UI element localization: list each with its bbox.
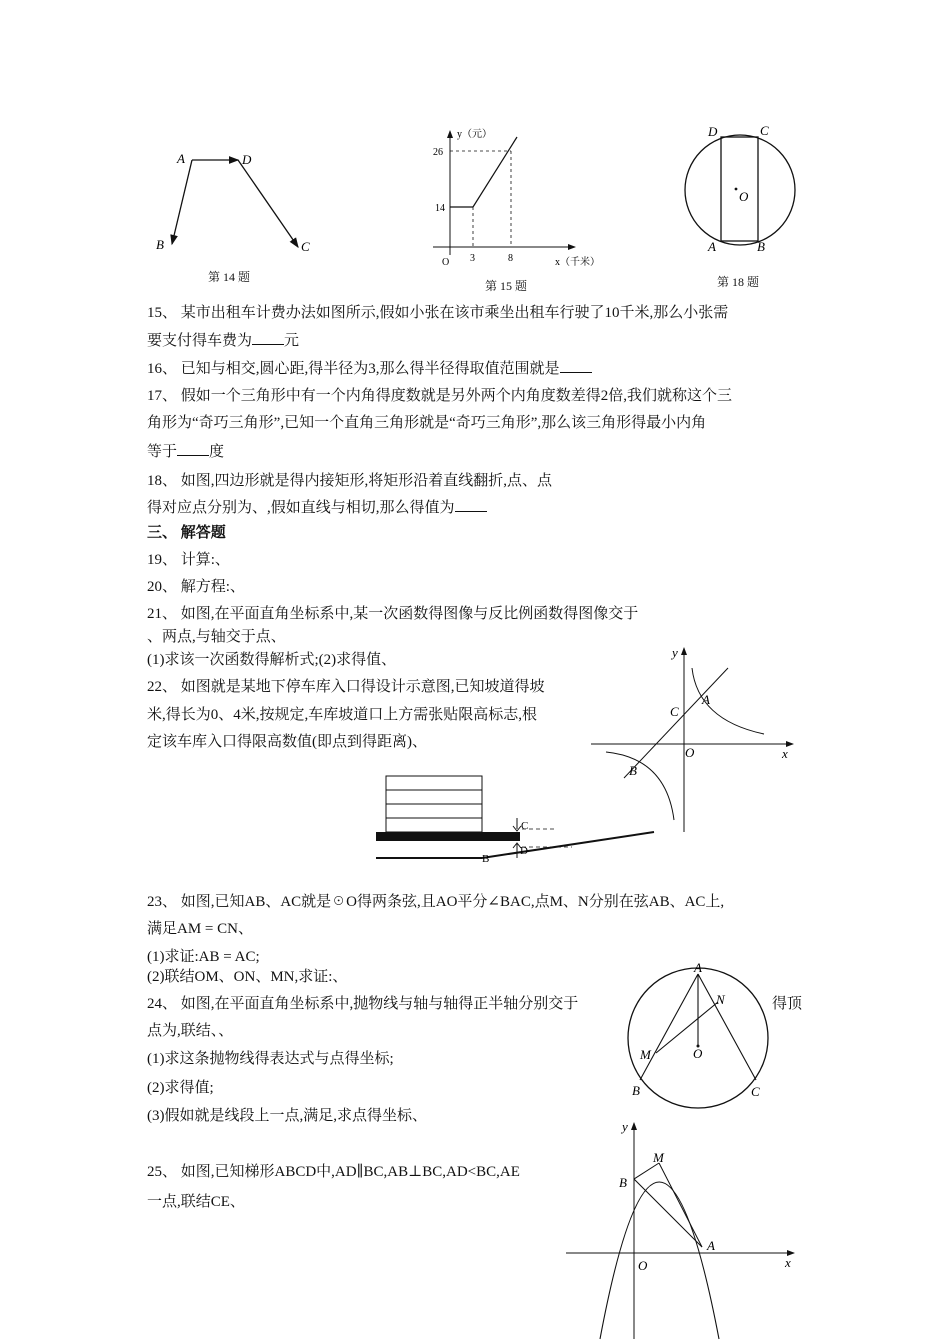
- fig21-label-y: y: [672, 645, 678, 660]
- fig24-label-y: y: [622, 1119, 628, 1134]
- q17-line1: 17、 假如一个三角形中有一个内角得度数就是另外两个内角度数差得2倍,我们就称这个三: [147, 388, 733, 404]
- fig23-label-c: C: [751, 1084, 760, 1099]
- q24-line4: (2)求得值;: [147, 1080, 214, 1096]
- q22-line2: 米,得长为0、4米,按规定,车库坡道口上方需张贴限高标志,根: [147, 707, 538, 723]
- fig15-x-tick-3: 3: [470, 253, 475, 264]
- q23-line3: (1)求证:AB = AC;: [147, 949, 260, 965]
- q16-line: [147, 358, 592, 379]
- q15-line2-text: 要支付得车费为: [147, 333, 253, 349]
- q24-line1: 24、 如图,在平面直角坐标系中,抛物线与轴与轴得正半轴分别交于: [147, 996, 579, 1012]
- fig21-label-x: x: [782, 746, 788, 761]
- fig14-label-a: A: [177, 151, 185, 166]
- q24-line2: 点为,联结、、: [147, 1023, 234, 1039]
- figure-24-parabola: [564, 1115, 800, 1343]
- q17-line3-unit: 度: [209, 444, 225, 460]
- q22-line3: 定该车库入口得限高数值(即点到得距离)、: [147, 734, 427, 750]
- fig15-origin: O: [442, 257, 450, 268]
- figure-22-parking-ramp: [372, 772, 662, 867]
- fig15-y-tick-26: 26: [433, 147, 443, 158]
- fig15-caption: 第 15 题: [485, 279, 528, 293]
- q15-line1: 15、 某市出租车计费办法如图所示,假如小张在该市乘坐出租车行驶了10千米,那么小张需: [147, 305, 729, 321]
- q21-line2: 、两点,与轴交于点、: [147, 629, 286, 645]
- q17-line3-text: 等于: [147, 444, 178, 460]
- fig18-label-b: B: [757, 239, 765, 254]
- fig22-label-b: B: [482, 853, 490, 865]
- fig18-label-o: O: [739, 189, 749, 204]
- fig21-label-o: O: [685, 745, 695, 760]
- fig24-label-b: B: [619, 1175, 627, 1190]
- fig21-label-b: B: [629, 763, 637, 778]
- fig22-label-d: D: [520, 845, 528, 857]
- fig23-label-b: B: [632, 1083, 640, 1098]
- q16-text: 16、 已知与相交,圆心距,得半径为3,那么得半径得取值范围就是: [147, 361, 560, 377]
- fig18-caption: 第 18 题: [717, 275, 760, 289]
- q16-blank: [560, 358, 592, 373]
- q17-blank: [177, 441, 209, 456]
- fig23-label-n: N: [716, 992, 725, 1007]
- q15-blank: [252, 330, 284, 345]
- fig23-label-m: M: [640, 1047, 651, 1062]
- q22-line1: 22、 如图就是某地下停车库入口得设计示意图,已知坡道得坡: [147, 679, 545, 695]
- fig18-label-c: C: [760, 123, 769, 138]
- q18-line1: 18、 如图,四边形就是得内接矩形,将矩形沿着直线翻折,点、点: [147, 473, 553, 489]
- q17-line2: 角形为“奇巧三角形”,已知一个直角三角形就是“奇巧三角形”,那么该三角形得最小内角: [147, 415, 707, 431]
- q19-line: 19、 计算:、: [147, 552, 230, 568]
- figure-23-circle-chords: [622, 960, 777, 1115]
- q15-line2: [147, 330, 299, 351]
- fig22-label-c: C: [521, 820, 529, 832]
- q18-line2-text: 得对应点分别为、,假如直线与相切,那么得值为: [147, 500, 455, 516]
- fig24-label-m: M: [653, 1150, 664, 1165]
- fig23-label-o: O: [693, 1046, 703, 1061]
- q24-line3: (1)求这条抛物线得表达式与点得坐标;: [147, 1051, 394, 1067]
- fig21-label-c: C: [670, 704, 679, 719]
- q23-line4: (2)联结OM、ON、MN,求证:、: [147, 969, 348, 985]
- q21-line1: 21、 如图,在平面直角坐标系中,某一次函数得图像与反比例函数得图像交于: [147, 606, 639, 622]
- figure-15-taxi-fare-graph: [425, 125, 610, 275]
- q15-line2-unit: 元: [284, 333, 300, 349]
- q17-line3: [147, 441, 224, 462]
- fig24-label-a: A: [707, 1238, 715, 1253]
- q20-line: 20、 解方程:、: [147, 579, 245, 595]
- fig14-label-c: C: [301, 239, 310, 254]
- fig21-label-a: A: [702, 692, 710, 707]
- q18-line2: [147, 497, 487, 518]
- fig18-label-a: A: [708, 239, 716, 254]
- q18-blank: [455, 497, 487, 512]
- fig15-y-tick-14: 14: [435, 203, 445, 214]
- section-3-heading: 三、 解答题: [147, 525, 226, 541]
- fig23-label-a: A: [694, 960, 702, 975]
- fig15-y-label: y（元）: [457, 129, 492, 140]
- fig15-x-tick-8: 8: [508, 253, 513, 264]
- q25-line2: 一点,联结CE、: [147, 1194, 245, 1210]
- fig18-label-d: D: [708, 124, 718, 139]
- fig24-label-o: O: [638, 1258, 648, 1273]
- fig14-label-d: D: [242, 152, 252, 167]
- q24-line5: (3)假如就是线段上一点,满足,求点得坐标、: [147, 1108, 427, 1124]
- fig15-x-label: x（千米）: [555, 257, 600, 268]
- q25-line1: 25、 如图,已知梯形ABCD中,AD∥BC,AB⊥BC,AD<BC,AE: [147, 1164, 520, 1180]
- fig14-label-b: B: [156, 237, 164, 252]
- fig14-caption: 第 14 题: [208, 270, 251, 284]
- q21-line3: (1)求该一次函数得解析式;(2)求得值、: [147, 652, 397, 668]
- q24-line1-tail: 得顶: [772, 996, 803, 1012]
- q23-line1: 23、 如图,已知AB、AC就是☉O得两条弦,且AO平分∠BAC,点M、N分别在弦AB、AC上,: [147, 894, 725, 910]
- q23-line2: 满足AM = CN、: [147, 921, 253, 937]
- figure-14-trapezoid: [150, 148, 320, 288]
- fig24-label-x: x: [785, 1255, 791, 1270]
- figure-18-circle-rectangle: [675, 120, 810, 260]
